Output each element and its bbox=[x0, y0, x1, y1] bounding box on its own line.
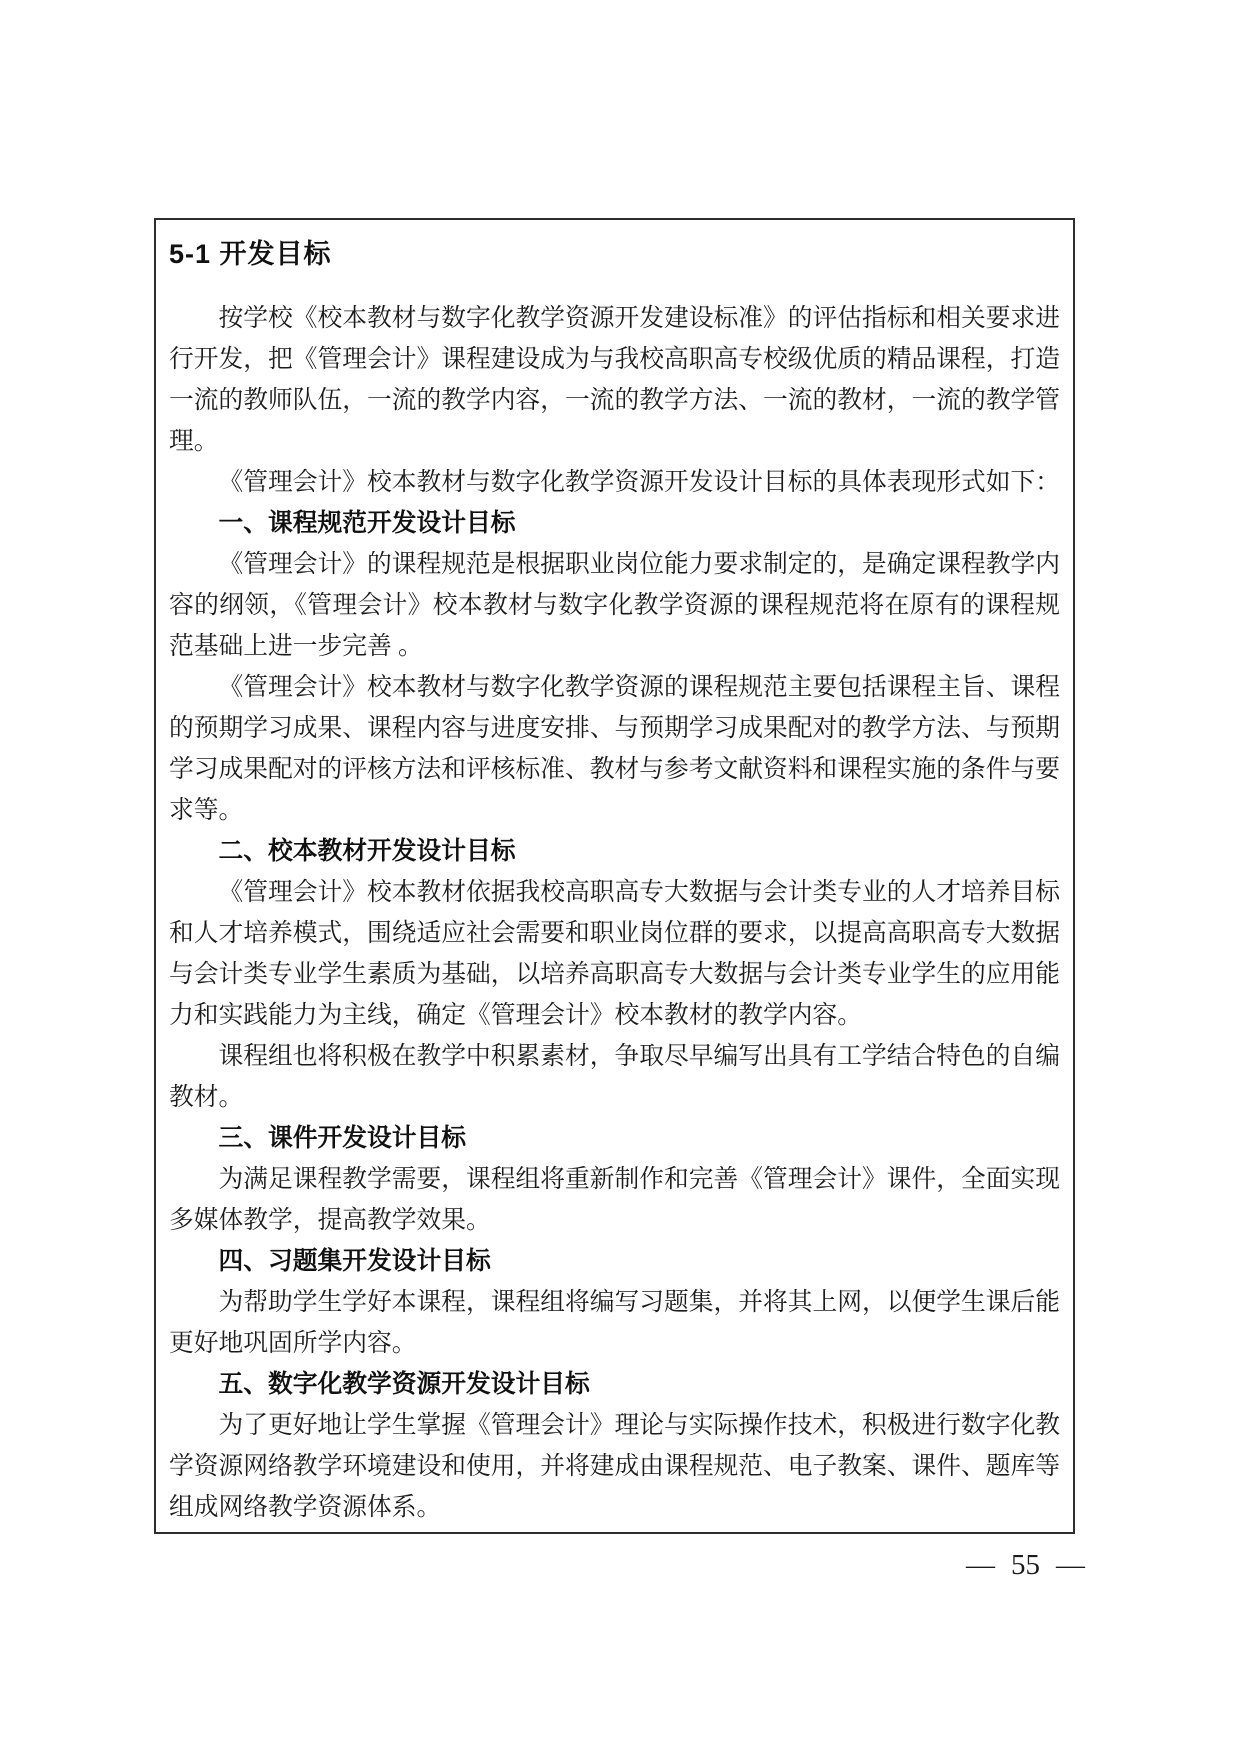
footer-dash-left: — bbox=[966, 1549, 995, 1581]
section-title: 5-1 开发目标 bbox=[169, 239, 332, 269]
paragraph-spec-2: 《管理会计》校本教材与数字化教学资源的课程规范主要包括课程主旨、课程的预期学习成果、课程内容与进度安排、与预期学习成果配对的教学方法、与预期学习成果配对的评核方法和评核标准、教材与参考文献资料和课程实施的条件与要求等。 bbox=[169, 674, 1060, 824]
paragraph-spec-1: 《管理会计》的课程规范是根据职业岗位能力要求制定的，是确定课程教学内容的纲领，《管理会计》校本教材与数字化教学资源的课程规范将在原有的课程规范基础上进一步完善 。 bbox=[169, 551, 1060, 660]
section-5-1-box bbox=[154, 218, 1075, 1534]
section-heading-5: 五、数字化教学资源开发设计目标 bbox=[218, 1371, 590, 1398]
page-footer bbox=[966, 1549, 1085, 1582]
paragraph-intro: 按学校《校本教材与数字化教学资源开发建设标准》的评估指标和相关要求进行开发，把《管理会计》课程建设成为与我校高职高专校级优质的精品课程，打造一流的教师队伍，一流的教学内容，一流的教学方法、一流的教材，一流的教学管理。 bbox=[169, 305, 1060, 455]
paragraph-digital: 为了更好地让学生掌握《管理会计》理论与实际操作技术，积极进行数字化教学资源网络教学环境建设和使用，并将建成由课程规范、电子教案、课件、题库等组成网络教学资源体系。 bbox=[169, 1412, 1060, 1521]
section-heading-3: 三、课件开发设计目标 bbox=[218, 1125, 466, 1152]
paragraph-textbook-1: 《管理会计》校本教材依据我校高职高专大数据与会计类专业的人才培养目标和人才培养模式，围绕适应社会需要和职业岗位群的要求，以提高高职高专大数据与会计类专业学生素质为基础，以培养高职高专大数据与会计类专业学生的应用能力和实践能力为主线，确定《管理会计》校本教材的教学内容。 bbox=[169, 879, 1060, 1029]
paragraph-exercises: 为帮助学生学好本课程，课程组将编写习题集，并将其上网，以便学生课后能更好地巩固所学内容。 bbox=[169, 1289, 1060, 1357]
section-heading-2: 二、校本教材开发设计目标 bbox=[218, 838, 516, 865]
section-heading-4: 四、习题集开发设计目标 bbox=[218, 1248, 491, 1275]
paragraph-overview: 《管理会计》校本教材与数字化教学资源开发设计目标的具体表现形式如下： bbox=[218, 469, 1060, 496]
page-number: 55 bbox=[1011, 1549, 1040, 1581]
paragraph-textbook-2: 课程组也将积极在教学中积累素材，争取尽早编写出具有工学结合特色的自编教材。 bbox=[169, 1043, 1060, 1111]
section-heading-1: 一、课程规范开发设计目标 bbox=[218, 510, 516, 537]
footer-dash-right: — bbox=[1056, 1549, 1085, 1581]
paragraph-courseware: 为满足课程教学需要，课程组将重新制作和完善《管理会计》课件，全面实现多媒体教学，提高教学效果。 bbox=[169, 1166, 1060, 1234]
